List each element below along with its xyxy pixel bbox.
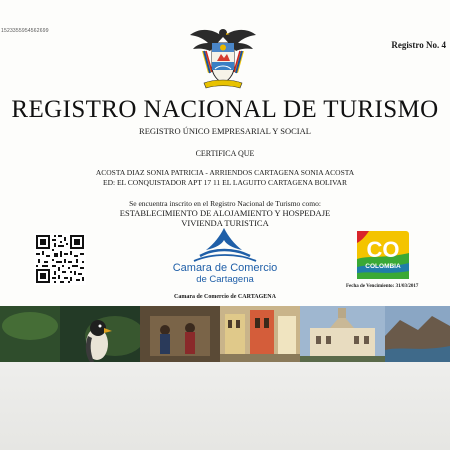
certifica-heading: CERTIFICA QUE — [195, 149, 255, 158]
page-bottom-margin — [0, 362, 450, 450]
colombia-brand-logo-icon — [355, 229, 411, 281]
category-line-1: ESTABLECIMIENTO DE ALOJAMIENTO Y HOSPEDAJE — [119, 208, 331, 218]
fecha-vencimiento: Fecha de Vencimiento: 31/03/2017 — [346, 284, 419, 289]
subtitle: REGISTRO ÚNICO EMPRESARIAL Y SOCIAL — [139, 126, 311, 136]
registro-number: Registro No. 4 — [391, 40, 446, 50]
inscrito-text: Se encuentra inscrito en el Registro Nacional de Turismo como: — [129, 199, 321, 208]
colombia-logo-text: CO — [366, 237, 400, 262]
camara-footer: Camara de Comercio de CARTAGENA — [174, 294, 276, 300]
tourism-photo-strip — [0, 306, 450, 362]
colombia-logo-sub: COLOMBIA — [365, 263, 401, 270]
category-line-2: VIVIENDA TURISTICA — [181, 218, 269, 228]
holder-name: ACOSTA DIAZ SONIA PATRICIA - ARRIENDOS CARTAGENA SONIA ACOSTA — [95, 168, 355, 177]
page-title: REGISTRO NACIONAL DE TURISMO — [11, 96, 439, 123]
camara-logo-line-2: de Cartagena — [196, 274, 254, 285]
coat-of-arms-icon — [188, 25, 258, 93]
holder-address: ED: EL CONQUISTADOR APT 17 11 EL LAGUITO CARTAGENA BOLIVAR — [103, 178, 347, 187]
serial-number: 1523355954562699 — [1, 28, 49, 34]
qr-code-icon — [34, 233, 86, 285]
camara-logo-line-1: Camara de Comercio — [172, 262, 278, 274]
